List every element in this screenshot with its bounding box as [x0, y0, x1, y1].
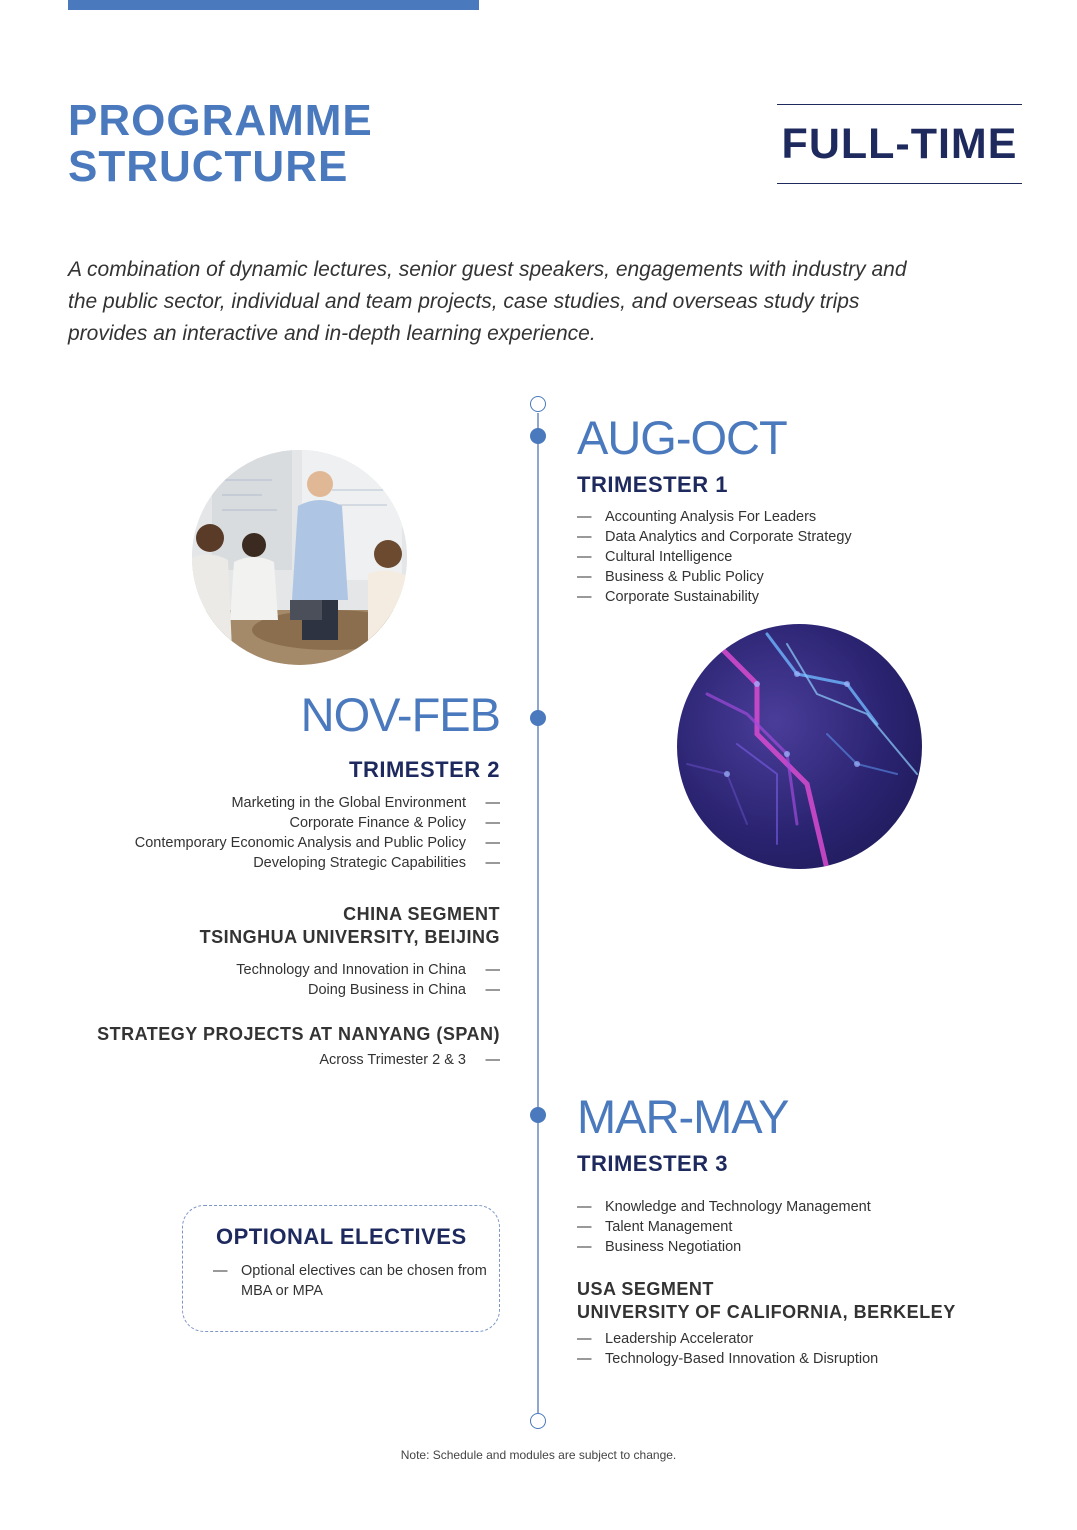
timeline-start-dot — [530, 396, 546, 412]
list-item: Contemporary Economic Analysis and Public Policy — — [100, 833, 500, 853]
usa-segment-title — [577, 1278, 997, 1324]
list-item: Marketing in the Global Environment — — [100, 793, 500, 813]
optional-electives-title: OPTIONAL ELECTIVES — [216, 1224, 467, 1249]
programme-mode-badge — [777, 104, 1022, 184]
page-title-line1: PROGRAMME — [68, 96, 373, 145]
list-item: — Cultural Intelligence — [577, 547, 852, 567]
trimester3-label: TRIMESTER 3 — [577, 1151, 728, 1176]
page-title-line2: STRUCTURE — [68, 142, 349, 191]
china-segment-title-line2: TSINGHUA UNIVERSITY, BEIJING — [199, 927, 500, 947]
trimester2-module-list — [100, 793, 500, 873]
trimester3-module-list — [577, 1197, 871, 1257]
circuit-illustration — [677, 624, 922, 869]
list-item: — Accounting Analysis For Leaders — [577, 507, 852, 527]
list-item: — Talent Management — [577, 1217, 871, 1237]
list-item: Technology and Innovation in China — — [100, 960, 500, 980]
trimester2-label: TRIMESTER 2 — [349, 757, 500, 782]
usa-segment-title-line2: UNIVERSITY OF CALIFORNIA, BERKELEY — [577, 1302, 956, 1322]
timeline-dot-trimester2 — [530, 710, 546, 726]
span-module-list — [100, 1050, 500, 1070]
list-item: Corporate Finance & Policy — — [100, 813, 500, 833]
timeline-dot-trimester1 — [530, 428, 546, 444]
list-item: — Knowledge and Technology Management — [577, 1197, 871, 1217]
list-item: Developing Strategic Capabilities — — [100, 853, 500, 873]
trimester1-period: AUG-OCT — [577, 411, 787, 464]
optional-electives-box — [182, 1205, 500, 1332]
usa-segment-title-line1: USA SEGMENT — [577, 1279, 714, 1299]
list-item: — Business & Public Policy — [577, 567, 852, 587]
list-item: — Business Negotiation — [577, 1237, 871, 1257]
intro-paragraph: A combination of dynamic lectures, senior guest speakers, engagements with industry and the public sector, individual and team projects, case studies, and overseas study trips provides an interactive and in-depth learning experience. — [68, 258, 907, 345]
circuit-board-image — [677, 624, 922, 869]
page-title — [68, 98, 373, 190]
top-accent-bar — [68, 0, 479, 10]
list-item: — Leadership Accelerator — [577, 1329, 878, 1349]
list-item: — Data Analytics and Corporate Strategy — [577, 527, 852, 547]
china-segment-title-line1: CHINA SEGMENT — [343, 904, 500, 924]
usa-segment-module-list — [577, 1329, 878, 1369]
programme-mode-label: FULL-TIME — [781, 119, 1018, 168]
optional-electives-text: — Optional electives can be chosen from MBA or MPA — [213, 1261, 491, 1301]
trimester1-module-list — [577, 507, 852, 607]
timeline-dot-trimester3 — [530, 1107, 546, 1123]
trimester2-period: NOV-FEB — [300, 688, 500, 741]
classroom-photo — [192, 450, 407, 665]
footnote: Note: Schedule and modules are subject to change. — [400, 1448, 677, 1462]
span-title: STRATEGY PROJECTS AT NANYANG (SPAN) — [97, 1024, 500, 1044]
list-item: Doing Business in China — — [100, 980, 500, 1000]
list-item: — Corporate Sustainability — [577, 587, 852, 607]
china-segment-module-list — [100, 960, 500, 1000]
classroom-illustration — [192, 450, 407, 665]
trimester1-label: TRIMESTER 1 — [577, 472, 728, 497]
timeline-line — [537, 413, 539, 1413]
trimester3-period: MAR-MAY — [577, 1090, 789, 1143]
list-item: Across Trimester 2 & 3 — — [100, 1050, 500, 1070]
list-item: — Technology-Based Innovation & Disruption — [577, 1349, 878, 1369]
timeline-end-dot — [530, 1413, 546, 1429]
china-segment-title — [100, 903, 500, 949]
